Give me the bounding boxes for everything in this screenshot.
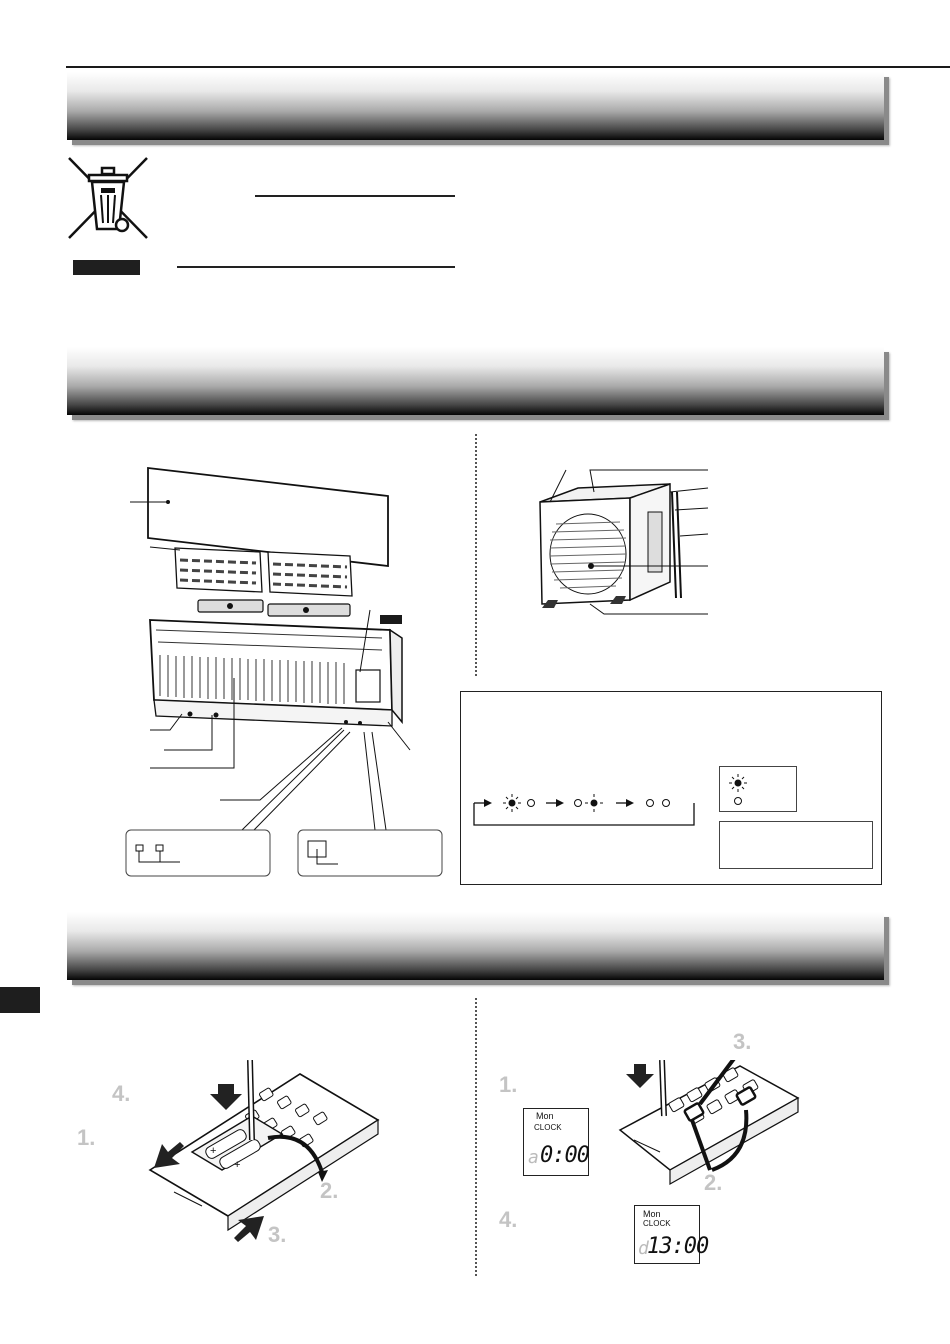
clock-step-2: 2. [704, 1170, 723, 1195]
display-time: 0:00 [540, 1143, 589, 1168]
led-lamp-icon [503, 794, 521, 812]
battery-step-1: 1. [77, 1125, 96, 1150]
arrow-icon [210, 1082, 246, 1112]
arrow-icon [230, 1214, 266, 1242]
battery-step-3: 3. [268, 1222, 287, 1247]
clock-display-before [523, 1108, 589, 1176]
page-side-tab [0, 987, 40, 1013]
led-note-box [719, 821, 873, 869]
section-banner-remote [67, 912, 884, 980]
led-sequence-diagram [470, 765, 710, 840]
battery-step-2: 2. [320, 1178, 339, 1203]
crossed-out-bin-icon [66, 155, 152, 241]
outdoor-unit-illustration [520, 462, 720, 622]
top-rule-stub [895, 66, 950, 68]
arrow-icon [152, 1142, 188, 1170]
divider-remote [475, 998, 477, 1276]
top-rule [66, 66, 950, 68]
battery-step-4: 4. [112, 1081, 131, 1106]
display-day: Mon [536, 1111, 554, 1121]
clock-step-4: 4. [499, 1207, 518, 1232]
display-prefix: d [638, 1238, 649, 1259]
led-lamp-icon [726, 769, 756, 809]
divider-parts [475, 434, 477, 676]
svg-text:+: + [234, 1159, 241, 1171]
arrow-icon [626, 1062, 656, 1090]
clock-display-after [634, 1205, 709, 1264]
display-prefix: a [528, 1147, 539, 1168]
display-mode: CLOCK [534, 1123, 562, 1132]
display-time: 13:00 [647, 1234, 709, 1259]
indoor-unit-illustration [120, 460, 455, 880]
svg-text:+: + [210, 1145, 217, 1157]
black-label [73, 260, 140, 275]
display-mode: CLOCK [643, 1219, 671, 1228]
section-banner-parts [67, 347, 884, 415]
display-day: Mon [643, 1209, 661, 1219]
clock-step-1: 1. [499, 1072, 518, 1097]
underline-2 [177, 266, 455, 268]
section-banner-disposal [67, 72, 884, 140]
clock-step-3: 3. [733, 1029, 752, 1054]
led-legend-box [719, 766, 797, 812]
underline-1 [255, 195, 455, 197]
